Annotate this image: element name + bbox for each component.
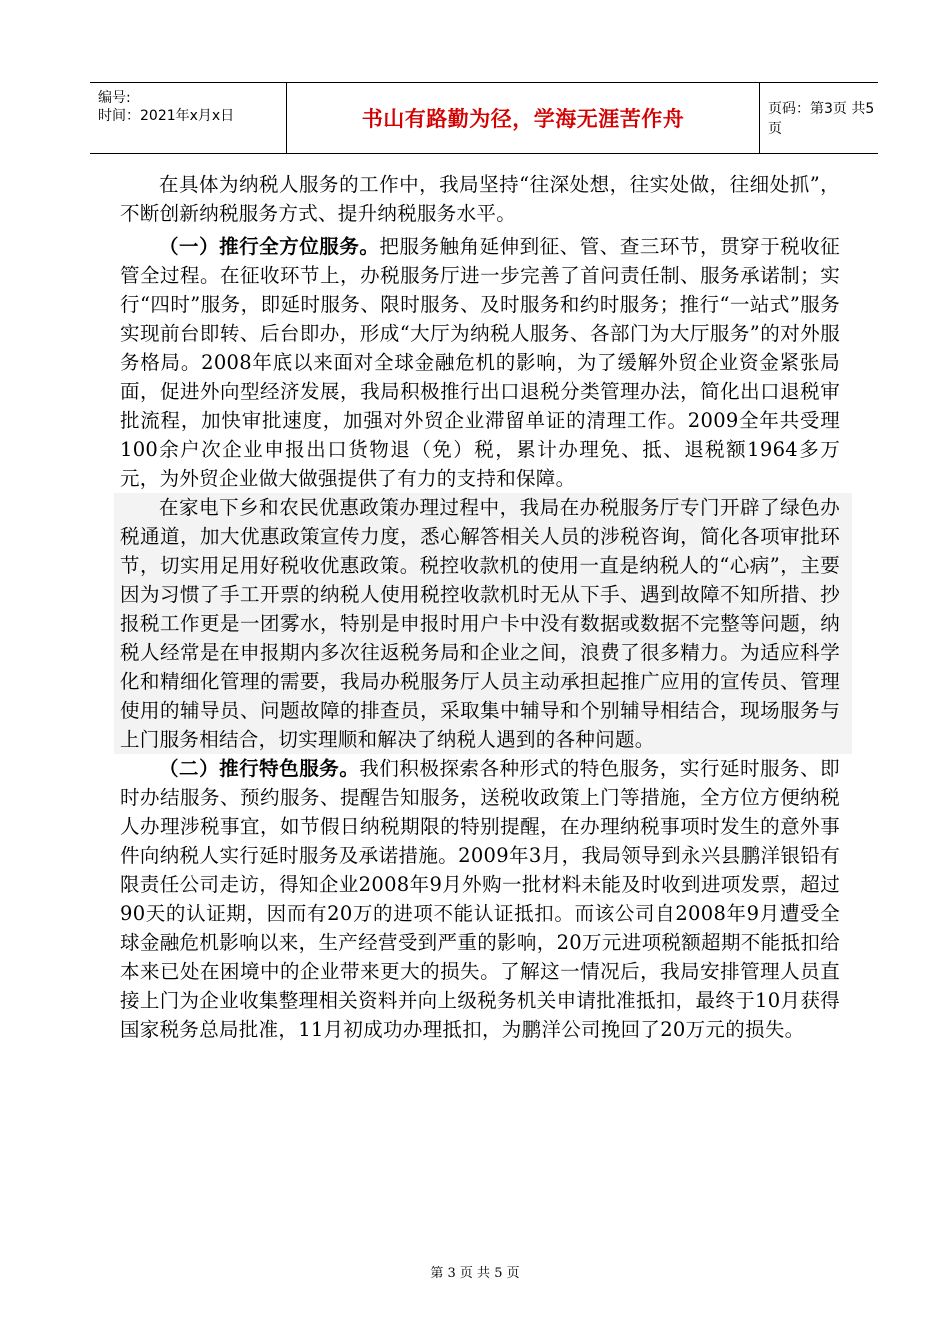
header-meta-cell — [90, 83, 286, 153]
header-page-label: 页码：第3页 共5页 — [768, 101, 875, 137]
section-one-text: 把服务触角延伸到征、管、查三环节，贯穿于税收征管全过程。在征收环节上，办税服务厅进一步完善了首问责任制、服务承诺制；实行“四时”服务，即延时服务、限时服务、及时服务和约时服务；推行“一站式”服务实现前台即转、后台即办，形成“大厅为纳税人服务、各部门为大厅服务”的对外服务格局。2008年底以来面对全球金融危机的影响，为了缓解外贸企业资金紧张局面，促进外向型经济发展，我局积极推行出口退税分类管理办法，简化出口退税审批流程，加快审批速度，加强对外贸企业滞留单证的清理工作。2009全年共受理100余户次企业申报出口货物退（免）税，累计办理免、抵、退税额1964多万元，为外贸企业做大做强提供了有力的支持和保障。 — [120, 235, 840, 490]
header-motto: 书山有路勤为径，学海无涯苦作舟 — [361, 107, 685, 131]
section-one-heading: （一）推行全方位服务。 — [159, 235, 380, 258]
section-two-heading: （二）推行特色服务。 — [159, 757, 360, 780]
document-body — [120, 170, 840, 1044]
document-number-label: 编号: — [98, 90, 131, 106]
document-time-label: 时间：2021年x月x日 — [98, 108, 235, 124]
page-footer: 第 3 页 共 5 页 — [430, 1266, 520, 1281]
header-motto-cell — [286, 83, 760, 153]
paragraph-section-two — [120, 754, 840, 1044]
paragraph-intro: 在具体为纳税人服务的工作中，我局坚持“往深处想，往实处做，往细处抓”，不断创新纳税服务方式、提升纳税服务水平。 — [120, 173, 840, 225]
paragraph-section-one — [120, 232, 840, 493]
paragraph-tax-controller: 在家电下乡和农民优惠政策办理过程中，我局在办税服务厅专门开辟了绿色办税通道，加大优惠政策宣传力度，悉心解答相关人员的涉税咨询，简化各项审批环节，切实用足用好税收优惠政策。税控收款机的使用一直是纳税人的“心病”，主要因为习惯了手工开票的纳税人使用税控收款机时无从下手、遇到故障不知所措、抄报税工作更是一团雾水，特别是申报时用户卡中没有数据或数据不完整等问题，纳税人经常是在申报期内多次往返税务局和企业之间，浪费了很多精力。为适应科学化和精细化管理的需要，我局办税服务厅人员主动承担起推广应用的宣传员、管理使用的辅导员、问题故障的排查员，采取集中辅导和个别辅导相结合，现场服务与上门服务相结合，切实理顺和解决了纳税人遇到的各种问题。 — [114, 493, 852, 754]
document-header — [90, 82, 878, 154]
section-two-text: 我们积极探索各种形式的特色服务，实行延时服务、即时办结服务、预约服务、提醒告知服务，送税收政策上门等措施，全方位方便纳税人办理涉税事宜，如节假日纳税期限的特别提醒，在办理纳税事项时发生的意外事件向纳税人实行延时服务及承诺措施。2009年3月，我局领导到永兴县鹏洋银铅有限责任公司走访，得知企业2008年9月外购一批材料未能及时收到进项发票，超过90天的认证期，因而有20万的进项不能认证抵扣。而该公司自2008年9月遭受全球金融危机影响以来，生产经营受到严重的影响，20万元进项税额超期不能抵扣给本来已处在困境中的企业带来更大的损失。了解这一情况后，我局安排管理人员直接上门为企业收集整理相关资料并向上级税务机关申请批准抵扣，最终于10月获得国家税务总局批准，11月初成功办理抵扣，为鹏洋公司挽回了20万元的损失。 — [120, 757, 840, 1041]
header-page-cell — [760, 83, 878, 153]
